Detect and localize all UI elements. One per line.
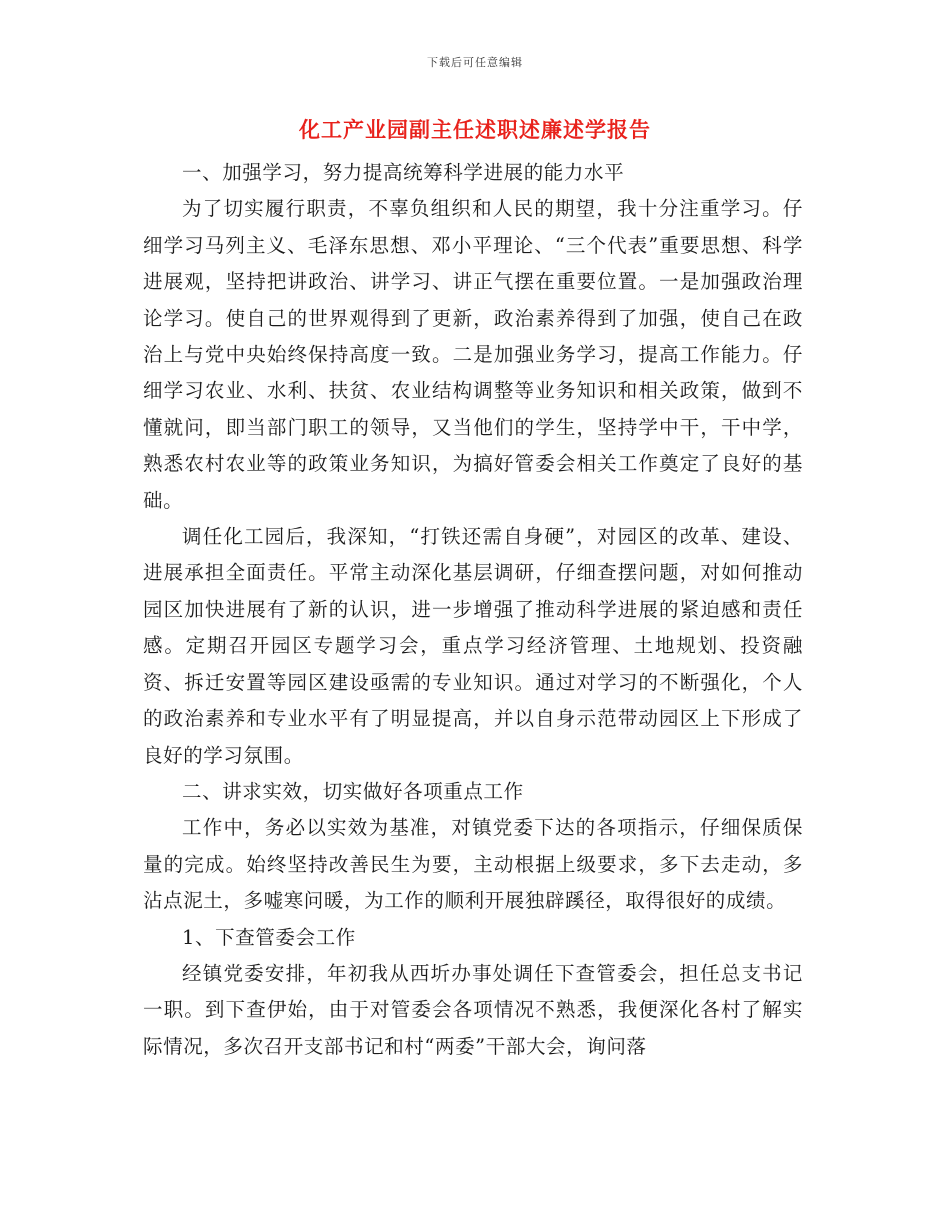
header-note: 下载后可任意编辑 (427, 56, 523, 69)
section-heading-2: 二、讲求实效，切实做好各项重点工作 (182, 779, 524, 803)
body-paragraph: 调任化工园后，我深知，“打铁还需自身硬”，对园区的改革、建设、进展承担全面责任。平常主动深化基层调研，仔细查摆问题，对如何推动园区加快进展有了新的认识，进一步增强了推动科学进展的紧迫感和责任感。定期召开园区专题学习会，重点学习经济管理、土地规划、投资融资、拆迁安置等园区建设亟需的专业知识。通过对学习的不断强化，个人的政治素养和专业水平有了明显提高，并以自身示范带动园区上下形成了良好的学习氛围。 (143, 525, 803, 767)
section-heading-1: 一、加强学习，努力提高统筹科学进展的能力水平 (182, 161, 625, 184)
body-paragraph: 为了切实履行职责，不辜负组织和人民的期望，我十分注重学习。仔细学习马列主义、毛泽东思想、邓小平理论、“三个代表”重要思想、科学进展观，坚持把讲政治、讲学习、讲正气摆在重要位置。一是加强政治理论学习。使自己的世界观得到了更新，政治素养得到了加强，使自己在政治上与党中央始终保持高度一致。二是加强业务学习，提高工作能力。仔细学习农业、水利、扶贫、农业结构调整等业务知识和相关政策，做到不懂就问，即当部门职工的领导，又当他们的学生，坚持学中干，干中学，熟悉农村农业等的政策业务知识，为搞好管委会相关工作奠定了良好的基础。 (143, 197, 803, 512)
body-paragraph: 经镇党委安排，年初我从西圻办事处调任下查管委会，担任总支书记一职。到下查伊始，由于对管委会各项情况不熟悉，我便深化各村了解实际情况，多次召开支部书记和村“两委”干部大会，询问落 (143, 961, 803, 1058)
document-title: 化工产业园副主任述职述廉述学报告 (299, 117, 651, 142)
body-paragraph: 工作中，务必以实效为基准，对镇党委下达的各项指示，仔细保质保量的完成。始终坚持改善民生为要，主动根据上级要求，多下去走动，多沾点泥土，多嘘寒问暖，为工作的顺利开展独辟蹊径，取得很好的成绩。 (143, 816, 803, 913)
document-body (143, 155, 803, 1065)
subsection-heading-1: 1、下查管委会工作 (182, 925, 356, 949)
